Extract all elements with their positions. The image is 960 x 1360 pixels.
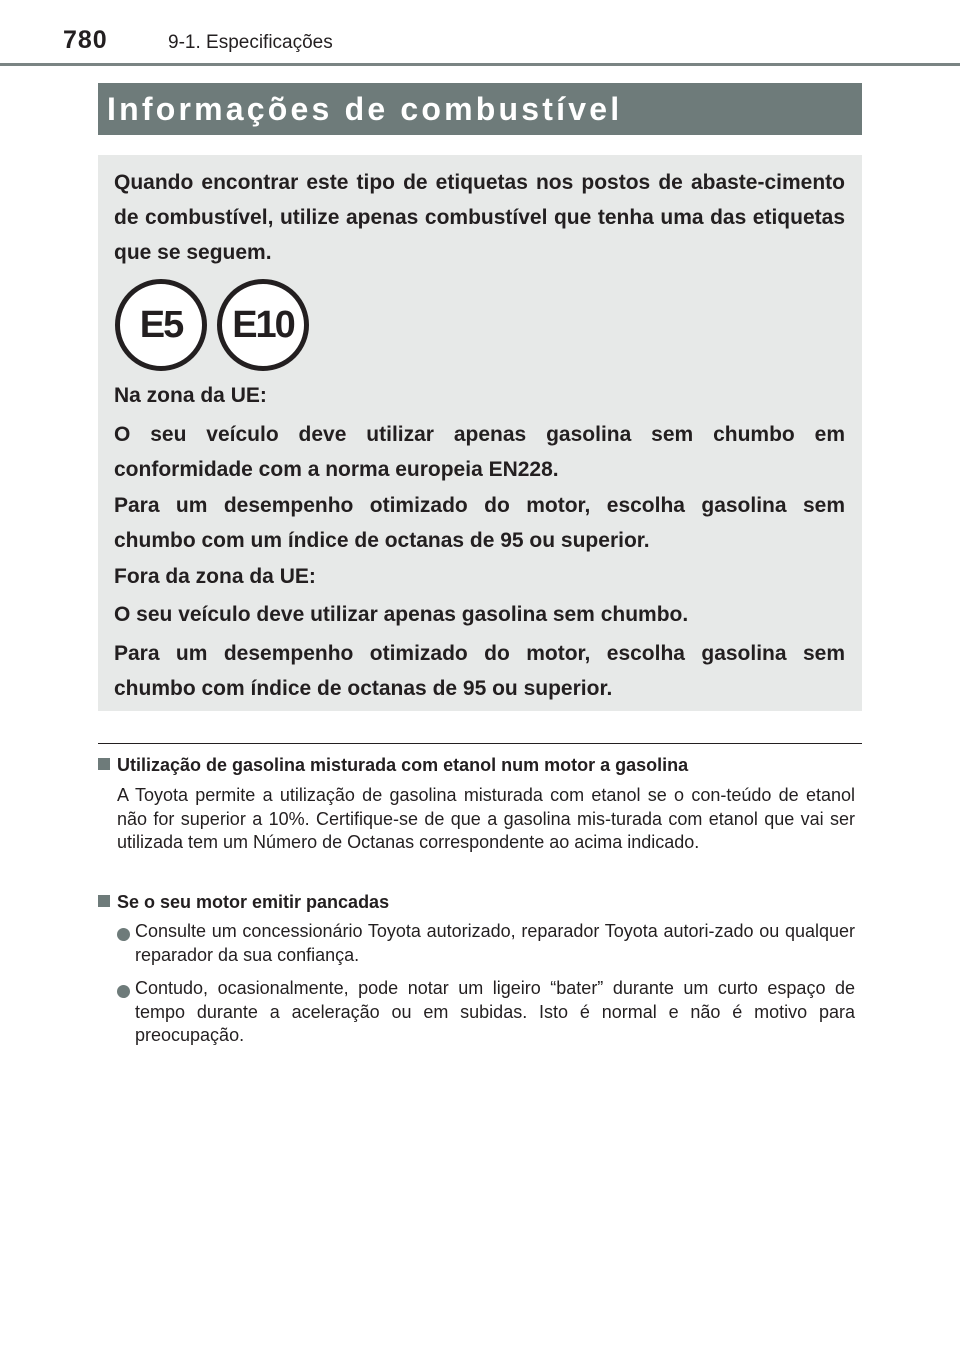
knocking-bullet-1: Consulte um concessionário Toyota autorizado, reparador Toyota autori-zado ou qualquer reparador da sua confiança. — [135, 921, 855, 965]
e5-label-icon — [115, 279, 207, 371]
square-bullet-icon — [98, 758, 110, 770]
page-header — [0, 0, 960, 66]
knocking-bullet-2: Contudo, ocasionalmente, pode notar um ligeiro “bater” durante um curto espaço de tempo durante a aceleração ou em subidas. Isto é normal e não é motivo para preocupação. — [135, 978, 855, 1045]
square-bullet-icon — [98, 895, 110, 907]
title-band — [98, 83, 862, 135]
fuel-info-box — [98, 155, 862, 711]
e10-label-text: E10 — [232, 304, 294, 346]
ethanol-text: A Toyota permite a utilização de gasolina misturada com etanol se o con-teúdo de etanol não for superior a 10%. Certifique-se de que a gasolina mis-turada com etanol que vai ser utilizada tem um Número de Octanas correspondente ao acima indicado. — [117, 785, 855, 852]
section-path: 9-1. Especificações — [168, 32, 333, 53]
header-rule — [0, 63, 960, 66]
eu-heading: Na zona da UE: — [114, 384, 267, 407]
knocking-section-heading — [98, 892, 862, 913]
round-bullet-icon — [117, 985, 130, 998]
page-number: 780 — [63, 26, 108, 54]
knocking-heading-text: Se o seu motor emitir pancadas — [117, 892, 390, 912]
page-title: Informações de combustível — [107, 91, 623, 127]
non-eu-text-2: Para um desempenho otimizado do motor, escolha gasolina sem chumbo com índice de octanas de 95 ou superior. — [114, 642, 845, 700]
ethanol-section-heading — [98, 755, 862, 776]
round-bullet-icon — [117, 928, 130, 941]
eu-text-2: Para um desempenho otimizado do motor, escolha gasolina sem chumbo com um índice de octanas de 95 ou superior. — [114, 494, 845, 552]
ethanol-heading-text: Utilização de gasolina misturada com etanol num motor a gasolina — [117, 755, 689, 775]
e10-label-icon — [217, 279, 309, 371]
non-eu-heading: Fora da zona da UE: — [114, 565, 316, 588]
section-divider — [98, 743, 862, 744]
non-eu-text-1: O seu veículo deve utilizar apenas gasolina sem chumbo. — [114, 603, 689, 626]
e5-label-text: E5 — [139, 304, 183, 346]
eu-text-1: O seu veículo deve utilizar apenas gasolina sem chumbo em conformidade com a norma europeia EN228. — [114, 423, 845, 481]
intro-text: Quando encontrar este tipo de etiquetas nos postos de abaste-cimento de combustível, utilize apenas combustível que tenha uma das etiquetas que se seguem. — [114, 171, 845, 264]
